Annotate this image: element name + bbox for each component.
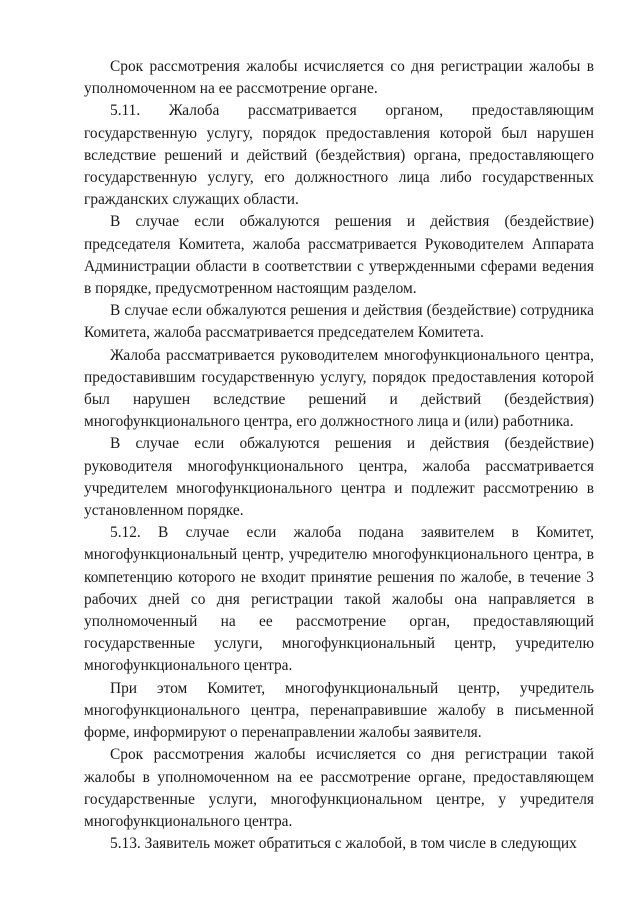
paragraph: В случае если обжалуются решения и действия (бездействие) руководителя многофункционального центра, жалоба рассматривается учредителем многофункционального центра и подлежит рассмотрению в установленном порядке. — [84, 435, 594, 520]
paragraph: 5.11. Жалоба рассматривается органом, предоставляющим государственную услугу, порядок предоставления которой был нарушен вследствие решений и действий (бездействия) органа, предоставляющего государственную услугу, его должностного лица либо государственных гражданских служащих области. — [84, 102, 594, 209]
document-text — [84, 56, 594, 855]
paragraph: В случае если обжалуются решения и действия (бездействие) сотрудника Комитета, жалоба рассматривается председателем Комитета. — [84, 302, 594, 342]
paragraph: 5.13. Заявитель может обратиться с жалобой, в том числе в следующих — [110, 835, 577, 853]
paragraph: При этом Комитет, многофункциональный центр, учредитель многофункционального центра, перенаправившие жалобу в письменной форме, информируют о перенаправлении жалобы заявителя. — [84, 679, 594, 742]
paragraph: Жалоба рассматривается руководителем многофункционального центра, предоставившим государственную услугу, порядок предоставления которой был нарушен вследствие решений и действий (бездействия) многофункционального центра, его должностного лица и (или) работника. — [84, 346, 594, 431]
paragraph: Срок рассмотрения жалобы исчисляется со дня регистрации такой жалобы в уполномоченном на ее рассмотрение органе, предоставляющем государственные услуги, многофункциональном центре, у учредителя многофункционального центра. — [84, 746, 594, 830]
paragraph: В случае если обжалуются решения и действия (бездействие) председателя Комитета, жалоба рассматривается Руководителем Аппарата Администрации области в соответствии с утвержденными сферами ведения в порядке, предусмотренном настоящим разделом. — [84, 213, 594, 298]
paragraph: 5.12. В случае если жалоба подана заявителем в Комитет, многофункциональный центр, учредителю многофункционального центра, в компетенцию которого не входит принятие решения по жалобе, в течение 3 рабочих дней со дня регистрации такой жалобы она направляется в уполномоченный на ее рассмотрение орган, предоставляющий государственные услуги, многофункциональный центр, учредителю многофункционального центра. — [84, 524, 594, 675]
paragraph: Срок рассмотрения жалобы исчисляется со дня регистрации жалобы в уполномоченном на ее рассмотрение органе. — [84, 58, 594, 98]
